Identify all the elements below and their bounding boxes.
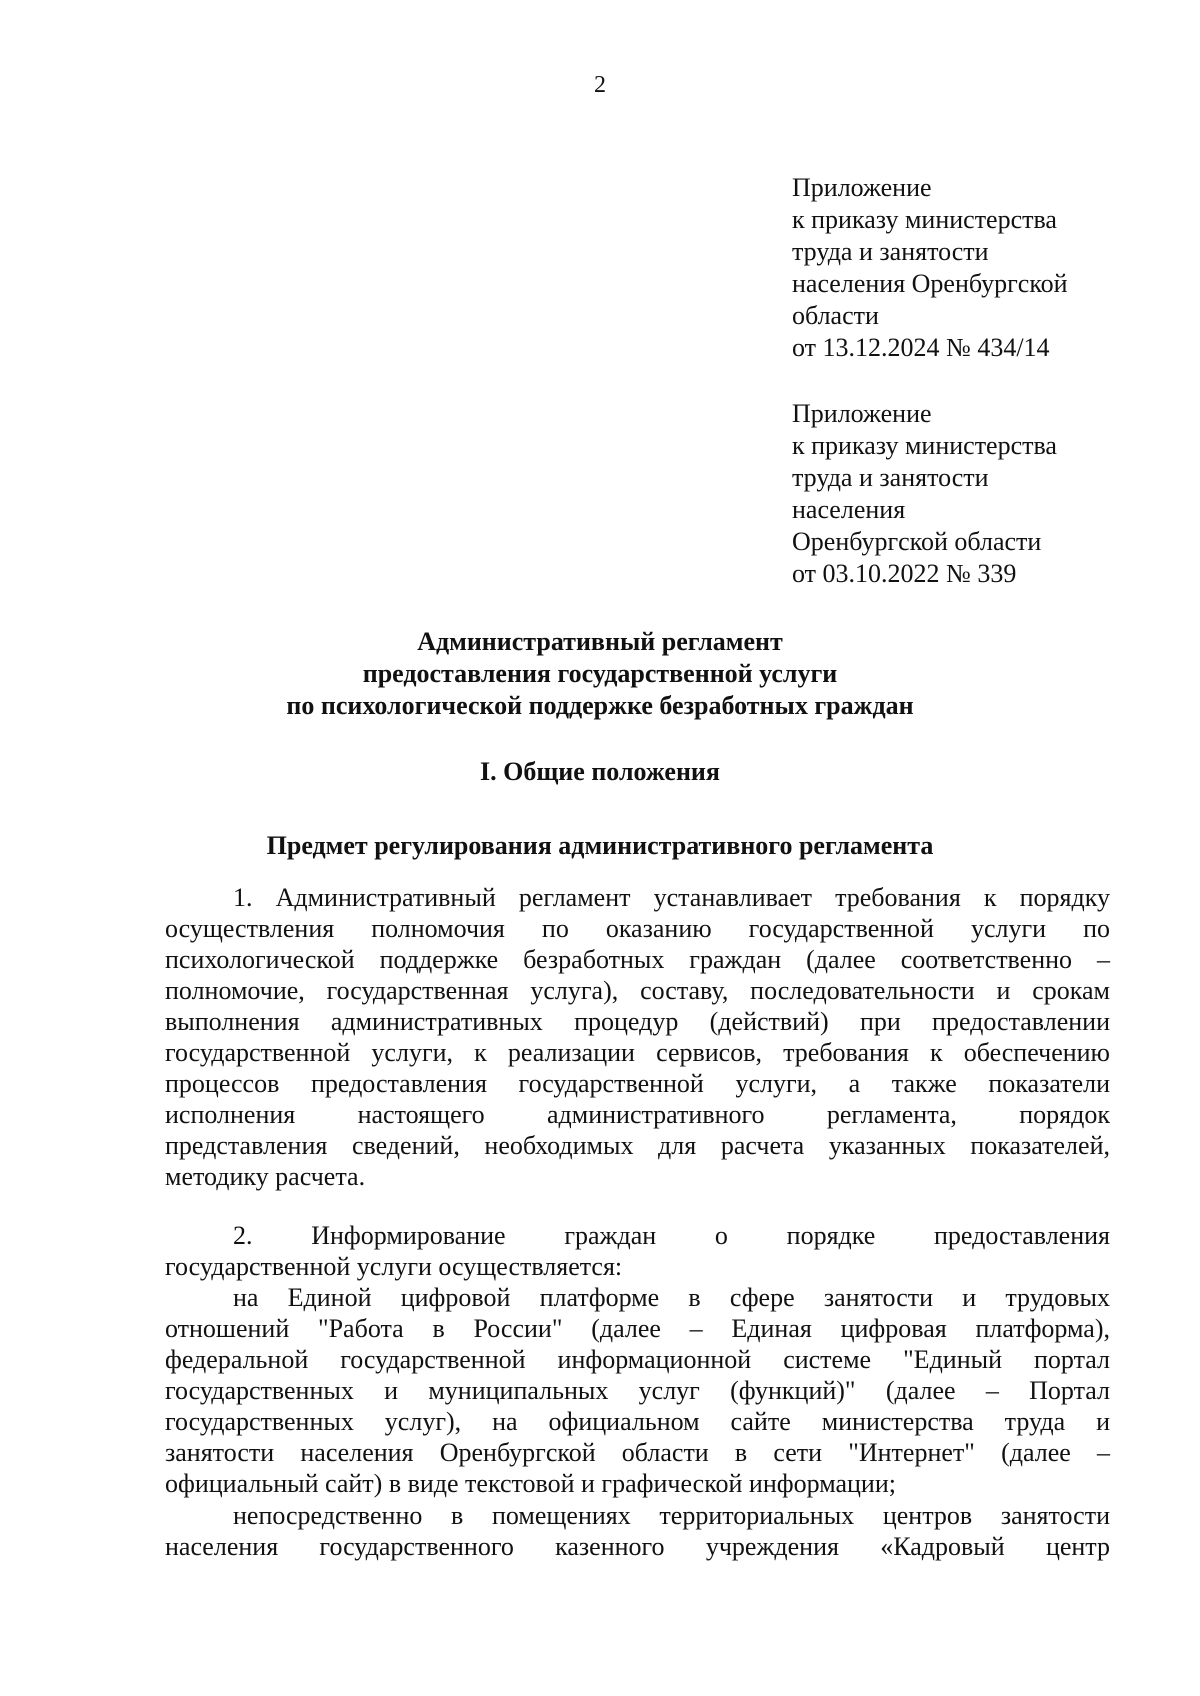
paragraph-line: осуществления полномочия по оказанию государственной услуги по [165, 914, 1110, 943]
paragraph-line: 2. Информирование граждан о порядке предоставления [233, 1221, 1110, 1250]
paragraph-line: методику расчета. [165, 1162, 366, 1191]
paragraph-line: отношений "Работа в России" (далее – Единая цифровая платформа), [165, 1314, 1110, 1343]
paragraph-line: процессов предоставления государственной услуги, а также показатели [165, 1069, 1110, 1098]
subsection-title: Предмет регулирования административного регламента [266, 831, 934, 860]
paragraph-4 [165, 1500, 1110, 1562]
appendix-line: к приказу министерства [792, 431, 1057, 460]
title-line: Административный регламент [417, 627, 783, 656]
paragraph-line: населения государственного казенного учреждения «Кадровый центр [165, 1532, 1110, 1561]
paragraph-line: занятости населения Оренбургской области в сети "Интернет" (далее – [165, 1438, 1110, 1467]
appendix-line: области [792, 301, 879, 330]
title-line: предоставления государственной услуги [362, 659, 838, 688]
paragraph-line: государственных услуг), на официальном сайте министерства труда и [165, 1407, 1110, 1436]
paragraph-line: на Единой цифровой платформе в сфере занятости и трудовых [233, 1283, 1110, 1312]
paragraph-3 [165, 1282, 1110, 1499]
title-line: по психологической поддержке безработных граждан [286, 691, 914, 720]
appendix-line: Приложение [792, 399, 932, 428]
appendix-line: Приложение [792, 173, 932, 202]
paragraph-line: официальный сайт) в виде текстовой и графической информации; [165, 1469, 896, 1498]
appendix-line: к приказу министерства [792, 205, 1057, 234]
appendix-line: от 13.12.2024 № 434/14 [792, 333, 1050, 362]
paragraph-line: психологической поддержке безработных граждан (далее соответственно – [165, 945, 1110, 974]
appendix-line: труда и занятости [792, 463, 989, 492]
document-title [0, 626, 1200, 722]
appendix-line: населения [792, 495, 906, 524]
section-title: I. Общие положения [480, 757, 720, 786]
paragraph-line: государственной услуги, к реализации сервисов, требования к обеспечению [165, 1038, 1110, 1067]
paragraph-line: представления сведений, необходимых для расчета указанных показателей, [165, 1131, 1110, 1160]
paragraph-line: государственных и муниципальных услуг (функций)" (далее – Портал [165, 1376, 1110, 1405]
paragraph-2 [165, 1220, 1110, 1282]
appendix-line: труда и занятости [792, 237, 989, 266]
paragraph-line: 1. Административный регламент устанавливает требования к порядку [233, 883, 1110, 912]
paragraph-line: непосредственно в помещениях территориальных центров занятости [233, 1501, 1110, 1530]
appendix-line: Оренбургской области [792, 527, 1042, 556]
paragraph-line: государственной услуги осуществляется: [165, 1252, 623, 1281]
appendix-block-original [792, 398, 1122, 590]
appendix-line: от 03.10.2022 № 339 [792, 559, 1017, 588]
paragraph-line: федеральной государственной информационной системе "Единый портал [165, 1345, 1110, 1374]
appendix-line: населения Оренбургской [792, 269, 1068, 298]
paragraph-line: полномочие, государственная услуга), составу, последовательности и срокам [165, 976, 1110, 1005]
paragraph-1 [165, 882, 1110, 1192]
paragraph-line: исполнения настоящего административного регламента, порядок [165, 1100, 1110, 1129]
page-number: 2 [594, 72, 606, 98]
appendix-block-current [792, 172, 1122, 364]
paragraph-line: выполнения административных процедур (действий) при предоставлении [165, 1007, 1110, 1036]
